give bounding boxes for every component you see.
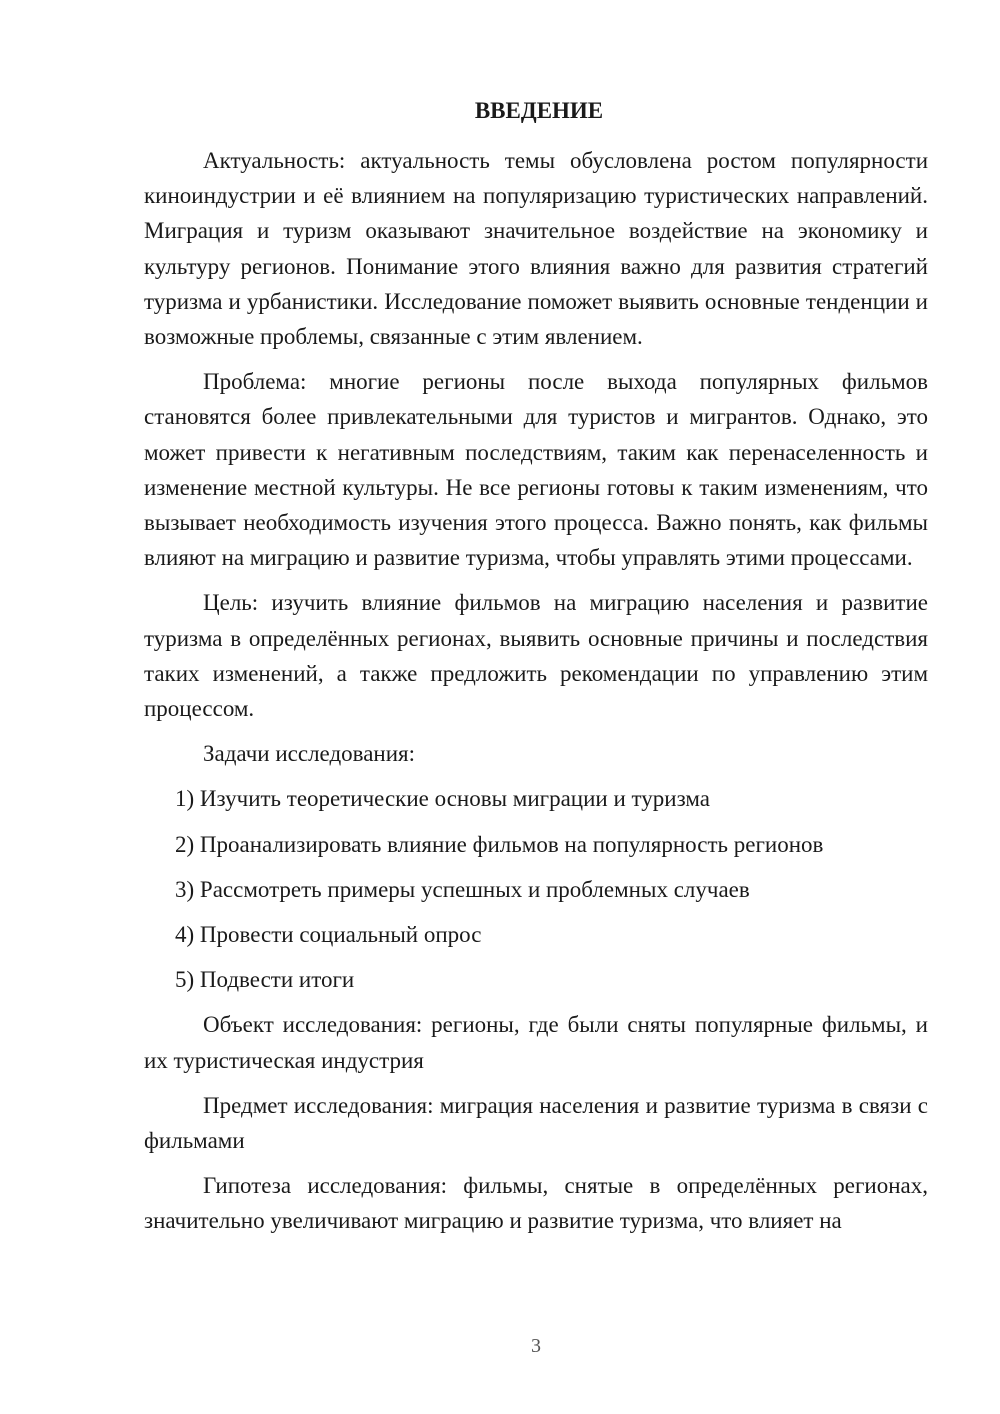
task-item: 2) Проанализировать влияние фильмов на популярность регионов <box>175 831 824 857</box>
paragraph-subject: Предмет исследования: миграция населения и развитие туризма в связи с фильмами <box>144 1092 928 1154</box>
paragraph-hypothesis: Гипотеза исследования: фильмы, снятые в определённых регионах, значительно увеличивают миграцию и развитие туризма, что влияет на <box>144 1173 928 1234</box>
paragraph-problem: Проблема: многие регионы после выхода популярных фильмов становятся более привлекательными для туристов и мигрантов. Однако, это может привести к негативным последствиям, таким как перенаселенность и изменение местной культуры. Не все регионы готовы к таким изменениям, что вызывает необходимость изучения этого процесса. Важно понять, как фильмы влияют на миграцию и развитие туризма, чтобы управлять этими процессами. <box>144 369 928 571</box>
paragraph-relevance: Актуальность: актуальность темы обусловлена ростом популярности киноиндустрии и её влиянием на популяризацию туристических направлений. Миграция и туризм оказывают значительное воздействие на экономику и культуру регионов. Понимание этого влияния важно для развития стратегий туризма и урбанистики. Исследование поможет выявить основные тенденции и возможные проблемы, связанные с этим явлением. <box>144 148 928 350</box>
task-item: 1) Изучить теоретические основы миграции и туризма <box>175 786 710 812</box>
section-title: ВВЕДЕНИЕ <box>474 98 604 123</box>
paragraph-object: Объект исследования: регионы, где были сняты популярные фильмы, и их туристическая индустрия <box>144 1012 928 1073</box>
page-number: 3 <box>531 1335 541 1357</box>
task-item: 3) Рассмотреть примеры успешных и проблемных случаев <box>175 876 750 902</box>
tasks-list <box>144 781 928 997</box>
task-item: 5) Подвести итоги <box>175 967 355 993</box>
paragraph-goal: Цель: изучить влияние фильмов на миграцию населения и развитие туризма в определённых регионах, выявить основные причины и последствия таких изменений, а также предложить рекомендации по управлению этим процессом. <box>144 590 928 722</box>
page-content <box>144 93 928 1249</box>
tasks-heading: Задачи исследования: <box>203 741 416 767</box>
task-item: 4) Провести социальный опрос <box>175 922 482 948</box>
